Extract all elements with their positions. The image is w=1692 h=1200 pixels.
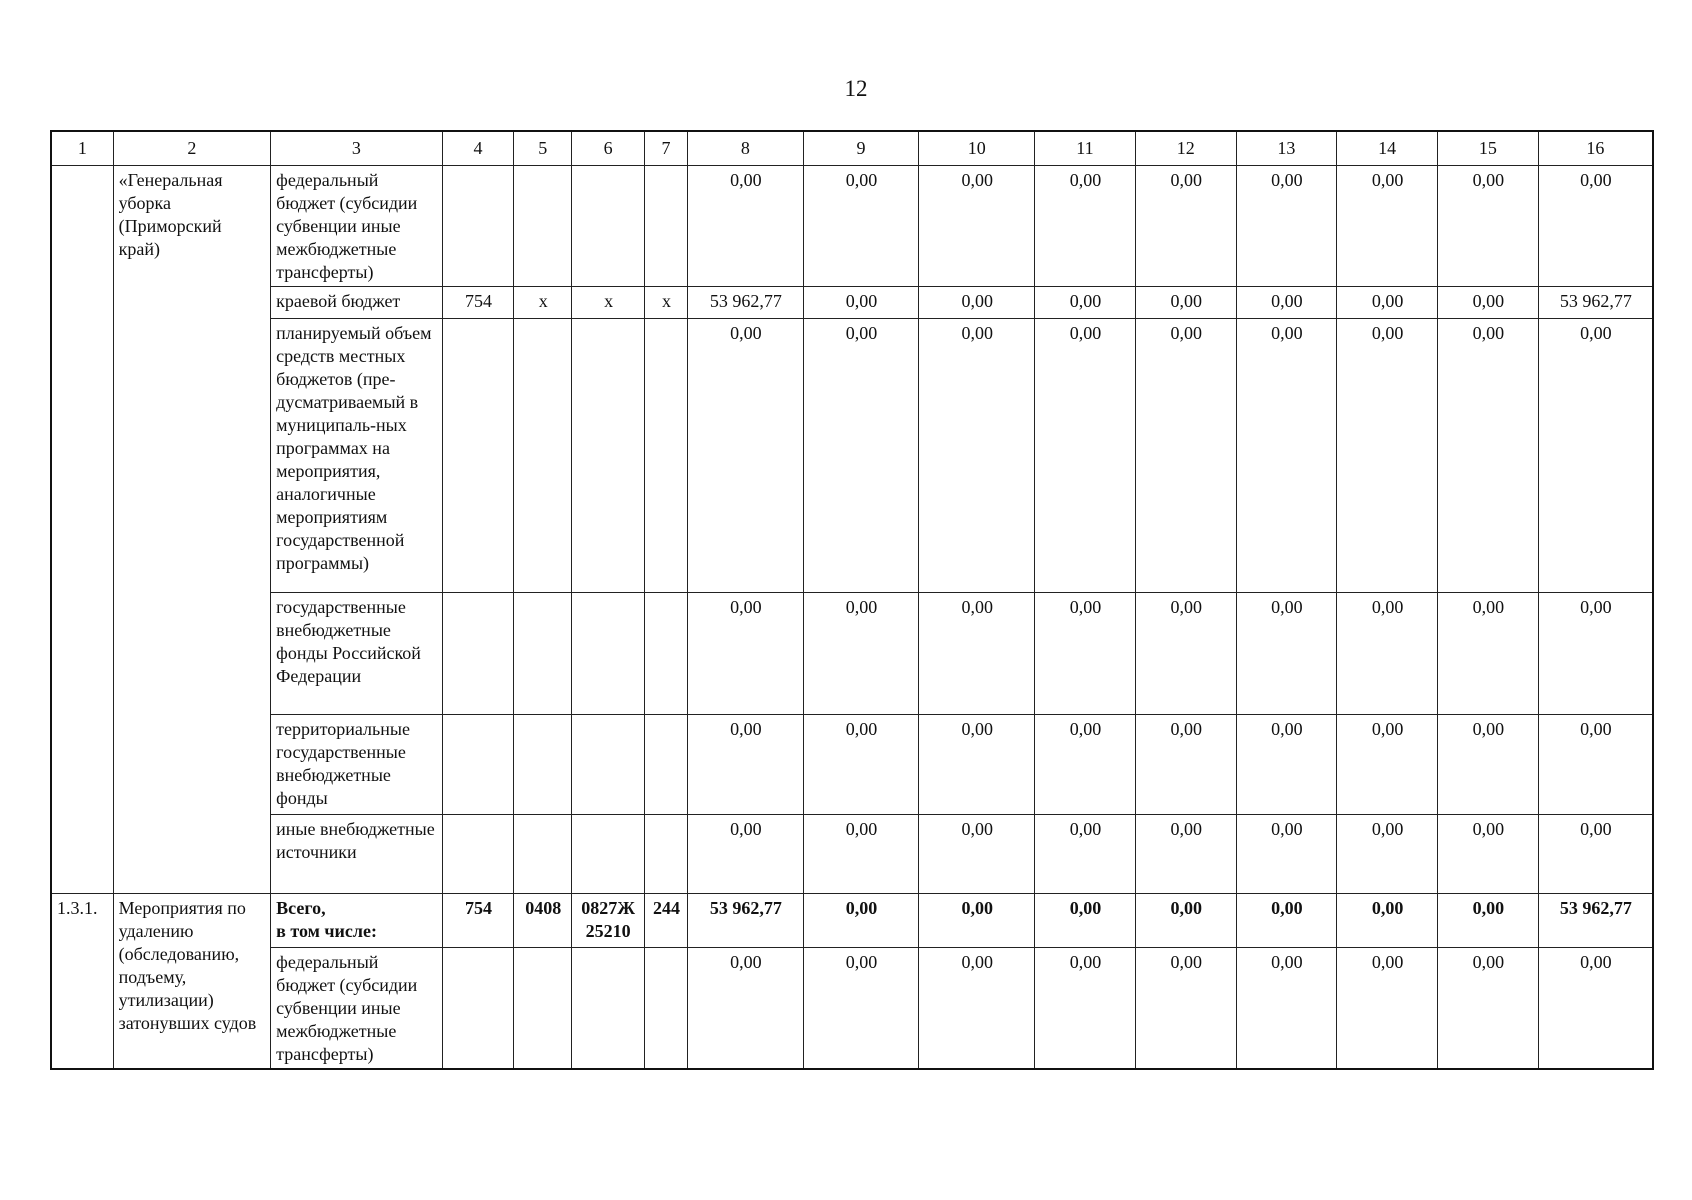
value-cell: 0,00 [803,166,919,287]
value-cell: 0,00 [1236,287,1337,319]
value-cell: 0,00 [1035,715,1136,815]
value-cell: 0,00 [803,815,919,894]
admin-code-cell [442,815,514,894]
value-cell: 0,00 [1236,593,1337,715]
table-row [51,593,1653,715]
target-code-cell [572,593,645,715]
value-cell: 0,00 [1337,815,1438,894]
admin-code-cell [442,166,514,287]
section-code-cell: 0408 [514,894,572,948]
including-label: в том числе: [276,921,377,941]
page-number: 12 [844,76,868,101]
column-header-10: 10 [919,131,1035,166]
value-cell: 0,00 [1135,593,1236,715]
expense-type-cell: 244 [645,894,688,948]
target-code-part2: 25210 [585,921,631,941]
funding-source-cell: федеральный бюджет (субсидии субвенции иные межбюджетные трансферты) [271,948,442,1069]
value-cell: 0,00 [687,593,803,715]
column-header-16: 16 [1538,131,1653,166]
value-cell: 0,00 [1135,894,1236,948]
section-code-cell [514,593,572,715]
table-row [51,166,1653,287]
table-row [51,287,1653,319]
value-cell: 0,00 [1035,948,1136,1069]
value-cell: 0,00 [1437,948,1538,1069]
column-header-8: 8 [687,131,803,166]
column-header-9: 9 [803,131,919,166]
value-cell: 0,00 [687,815,803,894]
section-code-cell [514,715,572,815]
value-cell: 0,00 [1538,715,1653,815]
value-cell: 0,00 [919,894,1035,948]
value-cell: 0,00 [1337,948,1438,1069]
funding-source-cell: краевой бюджет [271,287,442,319]
value-cell: 0,00 [803,948,919,1069]
expense-type-cell [645,593,688,715]
row-number-cell: 1.3.1. [51,894,113,1069]
table-body [51,131,1653,1069]
admin-code-cell [442,948,514,1069]
value-cell: 0,00 [687,166,803,287]
value-cell: 0,00 [1337,166,1438,287]
expense-type-cell [645,166,688,287]
target-code-cell [572,319,645,593]
value-cell: 0,00 [1236,319,1337,593]
column-header-11: 11 [1035,131,1136,166]
value-cell: 0,00 [1437,593,1538,715]
value-cell: 0,00 [919,319,1035,593]
column-header-7: 7 [645,131,688,166]
value-cell: 0,00 [1337,319,1438,593]
value-cell: 0,00 [1135,948,1236,1069]
section-code-cell: x [514,287,572,319]
column-header-5: 5 [514,131,572,166]
value-cell: 0,00 [1135,319,1236,593]
value-cell: 0,00 [1337,894,1438,948]
target-code-cell [572,815,645,894]
value-cell: 0,00 [1437,894,1538,948]
value-cell: 0,00 [1437,287,1538,319]
value-cell: 0,00 [919,593,1035,715]
value-cell: 0,00 [1538,166,1653,287]
column-header-1: 1 [51,131,113,166]
value-cell: 0,00 [1035,593,1136,715]
target-code-cell: x [572,287,645,319]
value-cell: 53 962,77 [687,894,803,948]
expense-type-cell [645,948,688,1069]
column-header-2: 2 [113,131,271,166]
value-cell: 0,00 [1035,815,1136,894]
budget-table [50,130,1654,1070]
value-cell: 53 962,77 [687,287,803,319]
value-cell: 0,00 [1236,815,1337,894]
value-cell: 0,00 [1337,287,1438,319]
value-cell: 0,00 [919,715,1035,815]
funding-source-cell: территориальные государственные внебюджетные фонды [271,715,442,815]
table-row [51,715,1653,815]
value-cell: 53 962,77 [1538,287,1653,319]
value-cell: 0,00 [803,319,919,593]
value-cell: 0,00 [803,593,919,715]
value-cell: 0,00 [1538,815,1653,894]
value-cell: 0,00 [687,715,803,815]
value-cell: 0,00 [1135,166,1236,287]
value-cell: 0,00 [1437,166,1538,287]
expense-type-cell: x [645,287,688,319]
value-cell: 0,00 [1236,166,1337,287]
target-code-cell [572,894,645,948]
funding-source-cell: федеральный бюджет (субсидии субвенции иные межбюджетные трансферты) [271,166,442,287]
value-cell: 0,00 [1538,319,1653,593]
value-cell: 0,00 [1437,815,1538,894]
header-row [51,131,1653,166]
expense-type-cell [645,319,688,593]
value-cell: 53 962,77 [1538,894,1653,948]
column-header-15: 15 [1437,131,1538,166]
value-cell: 0,00 [1236,715,1337,815]
value-cell: 0,00 [803,287,919,319]
value-cell: 0,00 [1437,715,1538,815]
admin-code-cell [442,319,514,593]
table-row [51,948,1653,1069]
value-cell: 0,00 [687,319,803,593]
section-code-cell [514,166,572,287]
admin-code-cell: 754 [442,287,514,319]
value-cell: 0,00 [1538,948,1653,1069]
target-code-cell [572,715,645,815]
value-cell: 0,00 [1135,815,1236,894]
column-header-12: 12 [1135,131,1236,166]
value-cell: 0,00 [1135,715,1236,815]
funding-source-cell: иные внебюджетные источники [271,815,442,894]
value-cell: 0,00 [803,894,919,948]
value-cell: 0,00 [919,815,1035,894]
target-code-cell [572,166,645,287]
activity-name-cell: Мероприятия по удалению (обследованию, подъему, утилизации) затонувших судов [113,894,271,1069]
table-row [51,319,1653,593]
activity-name-cell: «Генеральная уборка (Приморский край) [113,166,271,894]
column-header-13: 13 [1236,131,1337,166]
admin-code-cell [442,593,514,715]
column-header-6: 6 [572,131,645,166]
column-header-4: 4 [442,131,514,166]
funding-source-cell [271,894,442,948]
value-cell: 0,00 [1035,894,1136,948]
value-cell: 0,00 [919,166,1035,287]
admin-code-cell: 754 [442,894,514,948]
target-code-cell [572,948,645,1069]
total-label: Всего, [276,898,326,918]
expense-type-cell [645,715,688,815]
table-row [51,894,1653,948]
value-cell: 0,00 [1035,166,1136,287]
value-cell: 0,00 [687,948,803,1069]
value-cell: 0,00 [1135,287,1236,319]
funding-source-cell: планируемый объем средств местных бюджетов (пре-дусматриваемый в муниципаль-ных программах на мероприятия, аналогичные мероприятиям государственной программы) [271,319,442,593]
value-cell: 0,00 [1337,593,1438,715]
section-code-cell [514,319,572,593]
value-cell: 0,00 [919,287,1035,319]
row-number-cell [51,166,113,894]
column-header-3: 3 [271,131,442,166]
expense-type-cell [645,815,688,894]
value-cell: 0,00 [1035,319,1136,593]
section-code-cell [514,815,572,894]
section-code-cell [514,948,572,1069]
value-cell: 0,00 [1437,319,1538,593]
value-cell: 0,00 [1236,894,1337,948]
value-cell: 0,00 [1035,287,1136,319]
funding-source-cell: государственные внебюджетные фонды Российской Федерации [271,593,442,715]
value-cell: 0,00 [919,948,1035,1069]
admin-code-cell [442,715,514,815]
value-cell: 0,00 [1236,948,1337,1069]
target-code-part1: 0827Ж [581,898,636,918]
value-cell: 0,00 [803,715,919,815]
value-cell: 0,00 [1337,715,1438,815]
column-header-14: 14 [1337,131,1438,166]
table-row [51,815,1653,894]
value-cell: 0,00 [1538,593,1653,715]
